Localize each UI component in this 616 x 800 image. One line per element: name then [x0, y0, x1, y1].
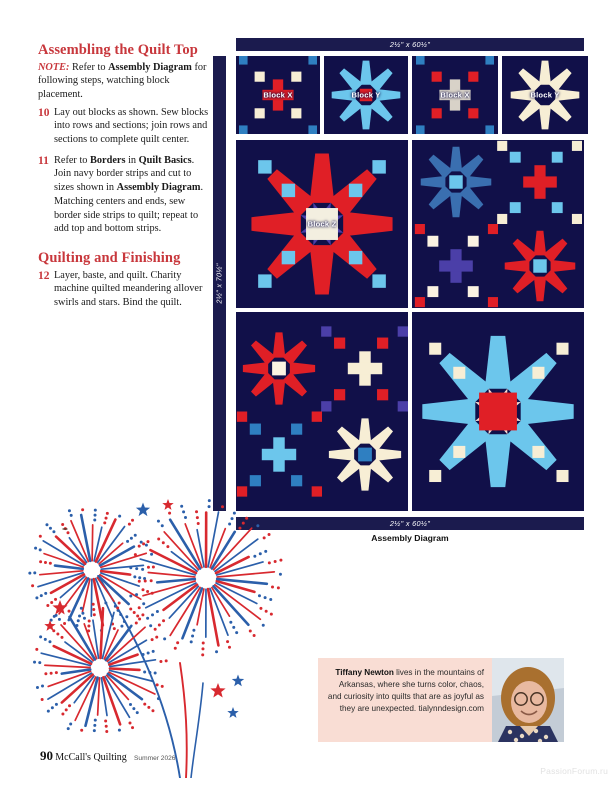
author-bio-box — [318, 658, 564, 742]
diagram-caption: Assembly Diagram — [371, 533, 449, 543]
block-label-x: Block X — [263, 90, 293, 100]
step-10 — [38, 106, 210, 147]
step-12-text: Layer, baste, and quilt. Charity machine quilted meandering allover swirls and stars. Bind the quilt. — [54, 269, 203, 308]
quilt-block-y-1 — [324, 56, 408, 134]
assembly-diagram — [206, 38, 584, 543]
step-11-text: Refer to Borders in Quilt Basics. Join navy border strips and cut to sizes shown in Assembly Diagram. Matching centers and ends, sew border side strips to quilt; repeat to add top and bottom strips. — [54, 154, 204, 235]
step-11 — [38, 154, 210, 236]
magazine-name: McCall's Quilting — [55, 752, 127, 763]
watermark: PassionForum.ru — [540, 766, 608, 776]
quilt-block-big-star — [412, 312, 584, 511]
block-label-y: Block Y — [351, 90, 381, 100]
section-title-assembling: Assembling the Quilt Top — [38, 42, 198, 58]
page-number: 90 — [40, 748, 53, 763]
issue-label: Summer 2026 — [134, 755, 176, 762]
border-left-label: 2½" x 70½" — [215, 263, 225, 304]
bio-author-name: Tiffany Newton — [335, 668, 394, 677]
border-strip-left — [213, 56, 226, 511]
section-title-quilting: Quilting and Finishing — [38, 249, 181, 266]
quilt-section-2x2 — [412, 140, 584, 308]
border-bottom-label: 2½" x 60½" — [389, 519, 431, 528]
fireworks-illustration — [28, 488, 314, 778]
note-body: Refer to Assembly Diagram for following steps, watching block placement. — [38, 61, 207, 101]
block-label-y: Block Y — [530, 90, 560, 100]
quilt-block-x-1 — [236, 56, 320, 134]
quilt-layout — [236, 56, 584, 511]
step-11-number: 11 — [38, 154, 49, 167]
bio-website: tialynndesign.com — [418, 703, 484, 713]
quilt-section-bottom-left — [236, 312, 408, 511]
step-12 — [38, 269, 210, 310]
step-10-number: 10 — [38, 106, 50, 119]
step-10-text: Lay out blocks as shown. Sew blocks into rows and sections; join rows and sections to complete quilt center. — [54, 106, 209, 146]
step-12-number: 12 — [38, 269, 50, 282]
border-strip-top — [236, 38, 584, 51]
quilt-block-x-2 — [412, 56, 498, 134]
quilt-block-z — [236, 140, 408, 308]
page-footer — [40, 748, 175, 764]
note-label: NOTE: — [38, 61, 70, 73]
block-label-z: Block Z — [307, 219, 337, 229]
border-top-label: 2½" x 60½" — [389, 40, 431, 49]
assembly-note — [38, 61, 210, 102]
article-text-column — [38, 42, 210, 310]
bio-text — [318, 658, 492, 742]
bio-body: lives in the mountains of Arkansas, where she turns color, chaos, and curiosity into quilts that are as joyful as they are unexpected. — [327, 668, 484, 713]
block-label-x: Block X — [440, 90, 470, 100]
author-photo — [492, 658, 564, 742]
quilt-block-y-2 — [502, 56, 588, 134]
